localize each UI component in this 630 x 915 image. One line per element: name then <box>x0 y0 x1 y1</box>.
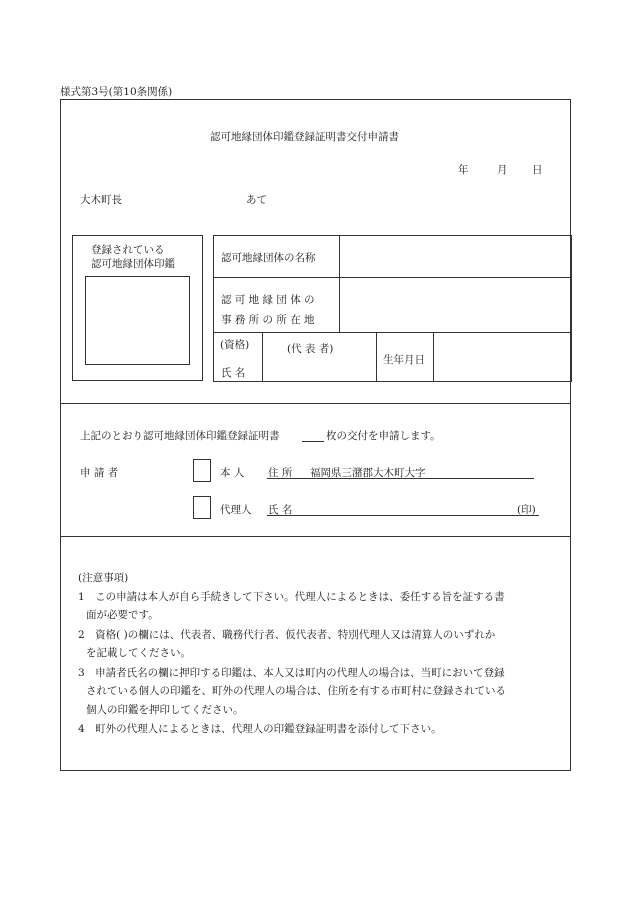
seal-box-label-line1: 登録されている <box>91 244 165 256</box>
seal-box-label-line2: 認可地縁団体印鑑 <box>91 258 175 270</box>
note-1-line2: 面が必要です。 <box>86 609 159 621</box>
address-underline[interactable] <box>267 478 534 479</box>
notes-heading: (注意事項) <box>78 572 129 584</box>
org-name-field[interactable] <box>340 236 571 277</box>
section-divider-1 <box>60 403 571 404</box>
date-year: 年 <box>458 164 469 176</box>
address-label: 住 所 <box>268 467 293 479</box>
seal-impression-area[interactable] <box>85 276 190 365</box>
office-address-field[interactable] <box>340 278 571 332</box>
note-2-line1: 2 資格( )の欄には、代表者、職務代行者、仮代表者、特別代理人又は清算人のいずれか <box>78 629 496 641</box>
representative-name-field[interactable] <box>263 354 376 381</box>
org-name-label: 認可地縁団体の名称 <box>221 252 316 264</box>
table-col-divider-birthdate-left <box>376 332 377 382</box>
recipient-suffix: あて <box>246 194 267 206</box>
date-day: 日 <box>532 164 543 176</box>
address-label-line2: 事 務 所 の 所 在 地 <box>221 314 315 326</box>
note-4: 4 町外の代理人によるときは、代理人の印鑑登録証明書を添付して下さい。 <box>78 723 442 735</box>
form-title: 認可地縁団体印鑑登録証明書交付申請書 <box>210 131 399 143</box>
birthdate-field[interactable] <box>434 333 571 381</box>
self-checkbox[interactable] <box>193 459 211 482</box>
copies-count-blank[interactable] <box>302 441 324 442</box>
agent-name-label: 氏 名 <box>268 504 293 516</box>
note-3-line1: 3 申請者氏名の欄に押印する印鑑は、本人又は町内の代理人の場合は、当町において登録 <box>78 667 505 679</box>
form-number: 様式第3号(第10条関係) <box>60 86 173 98</box>
seal-mark: (印) <box>517 504 536 516</box>
note-2-line2: を記載してください。 <box>86 647 191 659</box>
self-label: 本 人 <box>220 467 245 479</box>
name-label: 氏 名 <box>221 367 246 379</box>
note-1-line1: 1 この申請は本人が自ら手続きして下さい。代理人によるときは、委任する旨を証する書 <box>78 591 505 603</box>
agent-label: 代理人 <box>220 504 252 516</box>
request-sentence-suffix: 枚の交付を申請します。 <box>326 430 441 442</box>
section-divider-2 <box>60 536 571 537</box>
address-label-line1: 認 可 地 縁 団 体 の <box>221 294 315 306</box>
agent-checkbox[interactable] <box>193 496 211 519</box>
date-month: 月 <box>497 164 508 176</box>
representative-label: (代 表 者) <box>287 343 334 355</box>
agent-name-underline[interactable] <box>267 515 539 516</box>
recipient-name: 大木町長 <box>80 194 122 206</box>
request-sentence-prefix: 上記のとおり認可地縁団体印鑑登録証明書 <box>80 430 280 442</box>
address-value: 福岡県三潴郡大木町大字 <box>310 467 426 479</box>
qualification-label: (資格) <box>220 339 250 351</box>
applicant-label: 申 請 者 <box>80 467 119 479</box>
note-3-line2: されている個人の印鑑を、町外の代理人の場合は、住所を有する市町村に登録されている <box>86 685 506 697</box>
birthdate-label: 生年月日 <box>383 354 425 366</box>
note-3-line3: 個人の印鑑を押印してください。 <box>86 704 244 716</box>
